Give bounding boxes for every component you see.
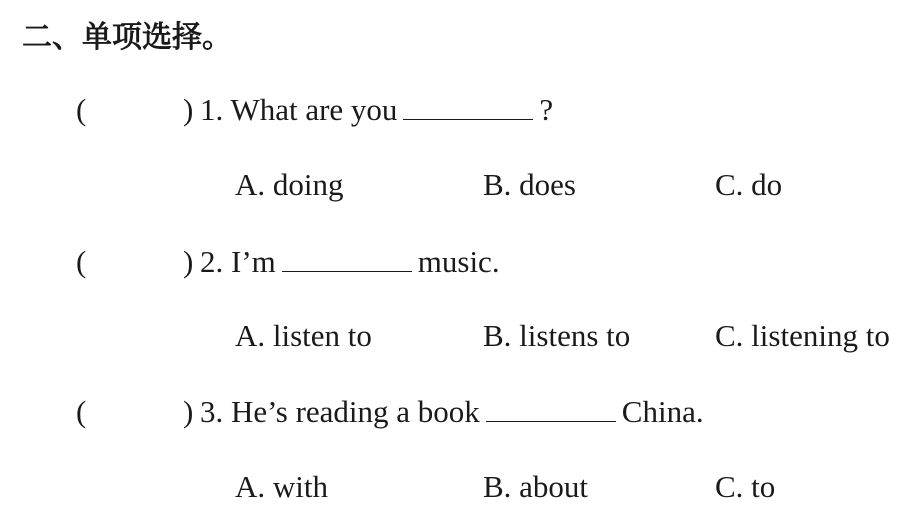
- answer-paren-open: (: [76, 92, 87, 127]
- option-c[interactable]: C. do: [715, 167, 783, 202]
- answer-paren-close: ): [183, 92, 194, 127]
- option-c[interactable]: C. listening to: [715, 318, 890, 353]
- question-stem: [200, 90, 553, 130]
- option-c[interactable]: C. to: [715, 469, 776, 504]
- stem-text-after: music.: [417, 244, 500, 279]
- question-stem: [200, 392, 704, 432]
- section-title: 二、单项选择。: [22, 20, 232, 55]
- stem-text-before: 3. He’s reading a book: [200, 394, 480, 429]
- answer-blank[interactable]: [486, 395, 616, 422]
- answer-blank[interactable]: [282, 245, 412, 272]
- answer-blank[interactable]: [403, 93, 533, 120]
- option-b[interactable]: B. listens to: [483, 318, 631, 353]
- answer-paren-close: ): [183, 394, 194, 429]
- stem-text-after: ?: [539, 92, 554, 127]
- stem-text-before: 1. What are you: [200, 92, 398, 127]
- answer-paren-open: (: [76, 244, 87, 279]
- stem-text-after: China.: [621, 394, 704, 429]
- question-stem: [200, 242, 500, 282]
- answer-paren-open: (: [76, 394, 87, 429]
- option-a[interactable]: A. listen to: [235, 318, 372, 353]
- option-a[interactable]: A. doing: [235, 167, 344, 202]
- answer-paren-close: ): [183, 244, 194, 279]
- option-b[interactable]: B. does: [483, 167, 576, 202]
- option-a[interactable]: A. with: [235, 469, 328, 504]
- option-b[interactable]: B. about: [483, 469, 589, 504]
- stem-text-before: 2. I’m: [200, 244, 276, 279]
